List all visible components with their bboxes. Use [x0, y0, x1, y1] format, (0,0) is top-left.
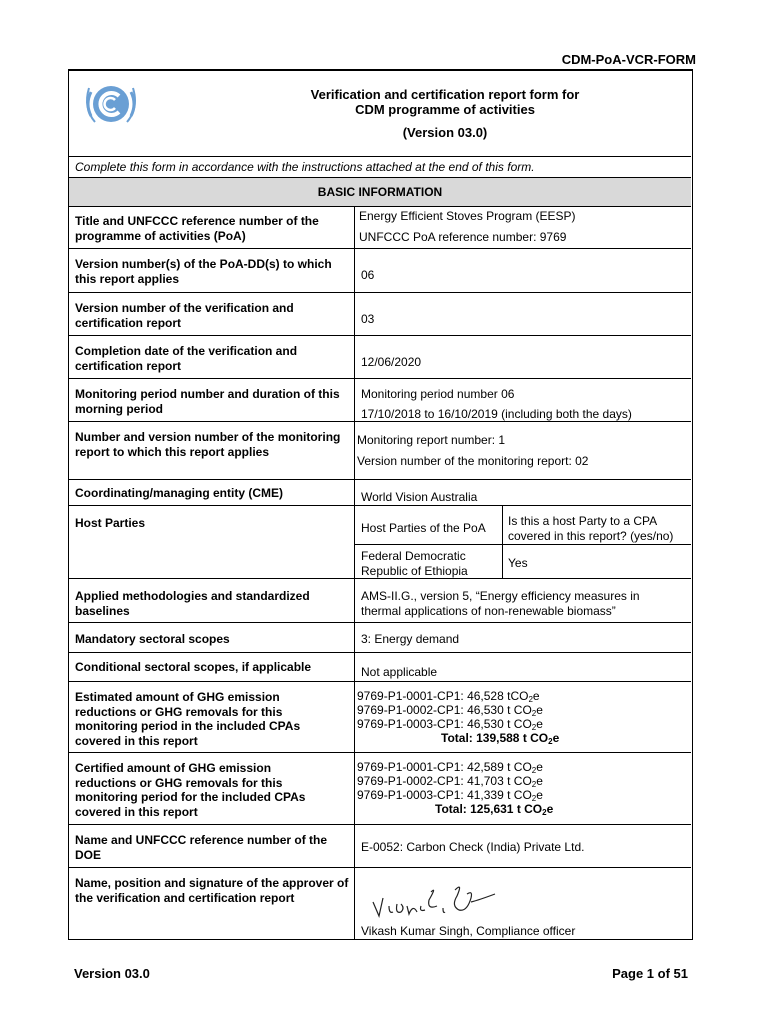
certified-line-3: 9769-P1-0003-CP1: 41,339 t $CO_2e$	[357, 788, 543, 803]
label-host-parties: Host Parties	[75, 516, 146, 530]
row-certified-reductions	[69, 753, 691, 825]
certified-line-2: 9769-P1-0002-CP1: 41,703 t $CO_2e$	[357, 774, 543, 789]
row-estimated-reductions	[69, 682, 691, 753]
label-monitoring-report: Number and version number of the monitoring report to which this report applies	[75, 430, 341, 459]
value-methodologies: AMS-II.G., version 5, “Energy efficiency measures in thermal applications of non-renewable biomass”	[361, 589, 640, 618]
value-completion-date: 12/06/2020	[361, 355, 422, 369]
form-code: CDM-PoA-VCR-FORM	[561, 52, 696, 67]
title-line-2: CDM programme of activities	[355, 102, 535, 117]
certified-total: Total: 125,631 t $CO_2e$	[435, 802, 554, 817]
instructions: Complete this form in accordance with the instructions attached at the end of this form.	[69, 156, 691, 178]
label-cme: Coordinating/managing entity (CME)	[75, 486, 283, 500]
value-report-version: 03	[361, 312, 375, 326]
row-doe	[69, 825, 691, 868]
row-monitoring-report	[69, 422, 691, 480]
label-completion-date: Completion date of the verification and certification report	[75, 344, 298, 373]
row-host-parties	[69, 506, 691, 579]
estimated-line-1: 9769-P1-0001-CP1: 46,528 tCO$_2$e	[357, 689, 540, 704]
row-title	[69, 206, 691, 249]
form-header	[69, 71, 691, 157]
value-monitoring-period-number: Monitoring period number 06	[361, 387, 515, 401]
label-certified-reductions: Certified amount of GHG emission reductions or GHG removals for this monitoring period for the included CPAs covered in this report	[75, 761, 306, 819]
value-approver: Vikash Kumar Singh, Compliance officer	[361, 924, 576, 938]
label-conditional-scopes: Conditional sectoral scopes, if applicable	[75, 660, 312, 674]
row-report-version	[69, 293, 691, 336]
row-conditional-scopes	[69, 653, 691, 682]
report-form-frame	[68, 69, 693, 940]
row-poa-dd-version	[69, 249, 691, 293]
label-estimated-reductions: Estimated amount of GHG emission reductions or GHG removals for this monitoring period in the included CPAs covered in this report	[75, 690, 301, 748]
row-mandatory-scopes	[69, 623, 691, 653]
value-conditional-scopes: Not applicable	[361, 665, 438, 679]
host-parties-table	[354, 506, 691, 579]
host-party-answer: Yes	[508, 556, 528, 570]
label-report-version: Version number of the verification and certification report	[75, 301, 294, 330]
value-doe: E-0052: Carbon Check (India) Private Ltd.	[361, 840, 585, 854]
label-methodologies: Applied methodologies and standardized baselines	[75, 589, 310, 618]
certified-line-1: 9769-P1-0001-CP1: 42,589 t $CO_2e$	[357, 760, 543, 775]
estimated-line-2: 9769-P1-0002-CP1: 46,530 t $CO_2e$	[357, 703, 543, 718]
unfccc-logo-icon	[79, 76, 143, 134]
row-cme	[69, 480, 691, 506]
value-monitoring-report-version: Version number of the monitoring report: 02	[357, 454, 589, 468]
footer-version: Version 03.0	[74, 966, 150, 981]
label-doe: Name and UNFCCC reference number of the DOE	[75, 833, 328, 862]
value-poa-title: Energy Efficient Stoves Program (EESP)	[359, 209, 576, 223]
label-title: Title and UNFCCC reference number of the programme of activities (PoA)	[75, 214, 319, 243]
row-approver	[69, 868, 691, 940]
host-parties-col1-header: Host Parties of the PoA	[361, 521, 486, 535]
value-cme: World Vision Australia	[361, 490, 478, 504]
signature-image	[367, 876, 507, 926]
value-poa-dd-version: 06	[361, 268, 375, 282]
value-monitoring-period-dates: 17/10/2018 to 16/10/2019 (including both the days)	[361, 407, 632, 421]
form-version: (Version 03.0)	[402, 125, 488, 140]
row-monitoring-period	[69, 379, 691, 422]
footer-page-number: Page 1 of 51	[612, 966, 688, 981]
title-line-1: Verification and certification report form for	[310, 87, 580, 102]
host-parties-col2-header: Is this a host Party to a CPA covered in this report? (yes/no)	[508, 514, 674, 543]
value-monitoring-report-number: Monitoring report number: 1	[357, 433, 506, 447]
section-title: BASIC INFORMATION	[69, 178, 691, 207]
label-poa-dd-version: Version number(s) of the PoA-DD(s) to which this report applies	[75, 257, 332, 286]
form-title	[209, 87, 681, 117]
row-methodologies	[69, 579, 691, 623]
estimated-line-3: 9769-P1-0003-CP1: 46,530 t $CO_2e$	[357, 717, 543, 732]
label-approver: Name, position and signature of the approver of the verification and certification report	[75, 876, 349, 905]
host-party-name: Federal Democratic Republic of Ethiopia	[361, 549, 468, 578]
label-monitoring-period: Monitoring period number and duration of this morning period	[75, 387, 340, 416]
value-mandatory-scopes: 3: Energy demand	[361, 632, 460, 646]
estimated-total: Total: 139,588 t $CO_2e$	[441, 731, 560, 746]
value-poa-ref: UNFCCC PoA reference number: 9769	[359, 230, 567, 244]
row-completion-date	[69, 336, 691, 379]
label-mandatory-scopes: Mandatory sectoral scopes	[75, 632, 230, 646]
